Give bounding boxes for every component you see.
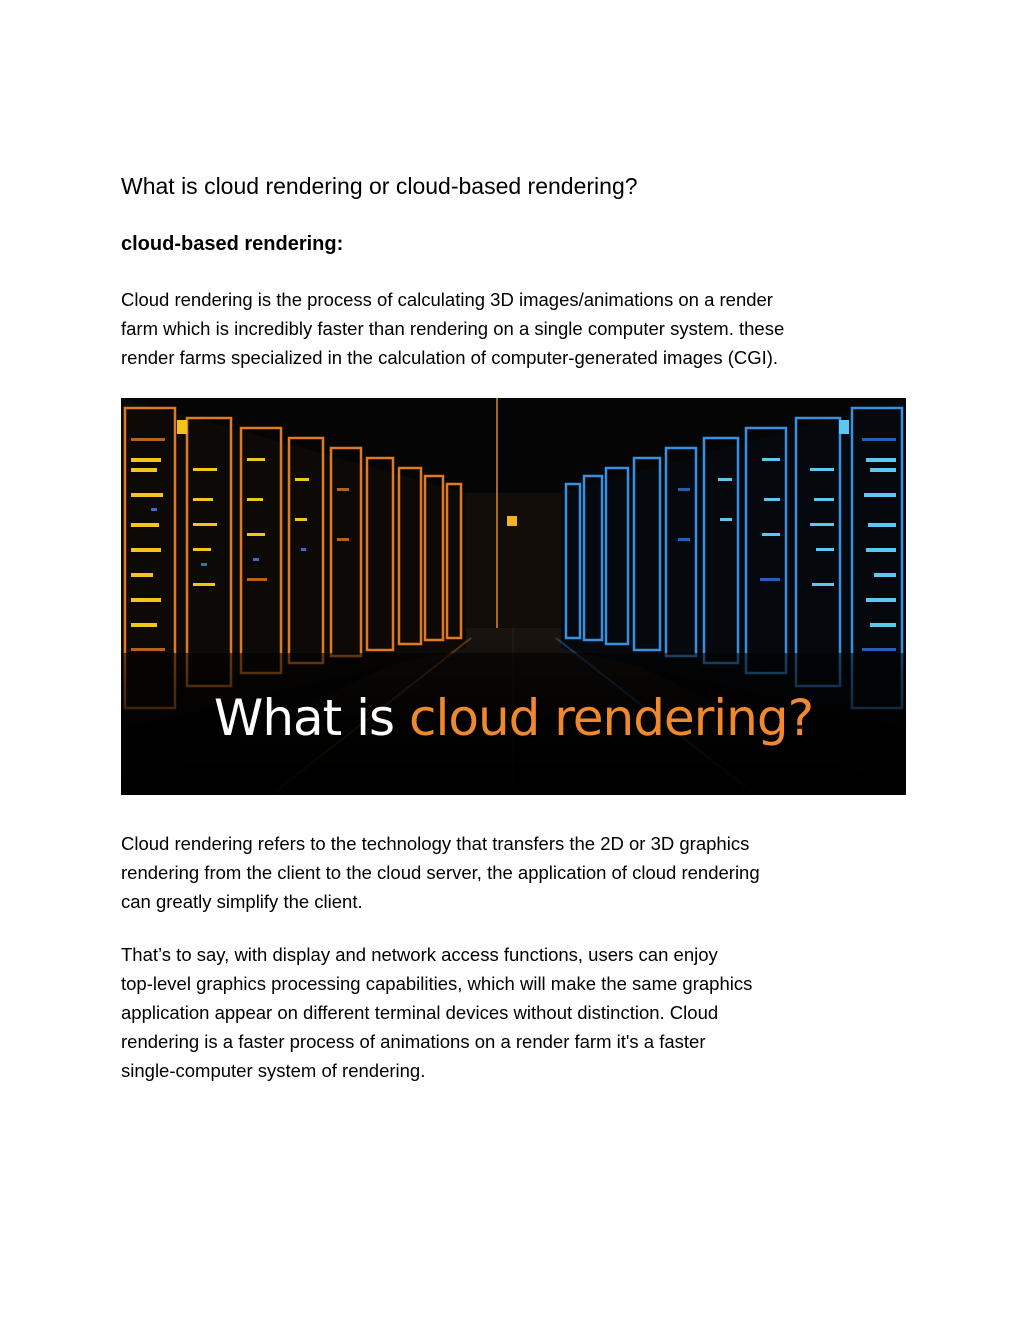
paragraph-line: That’s to say, with display and network access functions, users can enjoy [121,944,718,965]
paragraph-line: top-level graphics processing capabilities, which will make the same graphics [121,973,753,994]
page-title: What is cloud rendering or cloud-based rendering? [121,173,638,199]
paragraph-line: Cloud rendering refers to the technology that transfers the 2D or 3D graphics [121,833,750,854]
paragraph-intro [121,285,921,372]
banner-text-orange: cloud rendering? [408,689,814,747]
paragraph-technology [121,829,921,916]
image-banner-caption [121,688,906,748]
paragraph-line: Cloud rendering is the process of calculating 3D images/animations on a render [121,289,773,310]
paragraph-line: single-computer system of rendering. [121,1060,426,1081]
paragraph-line: rendering from the client to the cloud server, the application of cloud rendering [121,862,760,883]
paragraph-line: render farms specialized in the calculation of computer-generated images (CGI). [121,347,779,368]
section-subtitle: cloud-based rendering: [121,233,344,255]
paragraph-line: farm which is incredibly faster than rendering on a single computer system. these [121,318,785,339]
paragraph-line: application appear on different terminal devices without distinction. Cloud [121,1002,719,1023]
server-room-image [121,398,906,795]
paragraph-line: can greatly simplify the client. [121,891,363,912]
paragraph-benefits [121,940,921,1085]
paragraph-line: rendering is a faster process of animations on a render farm it's a faster [121,1031,706,1052]
corridor-light [507,516,517,526]
banner-text-white: What is [213,689,409,747]
